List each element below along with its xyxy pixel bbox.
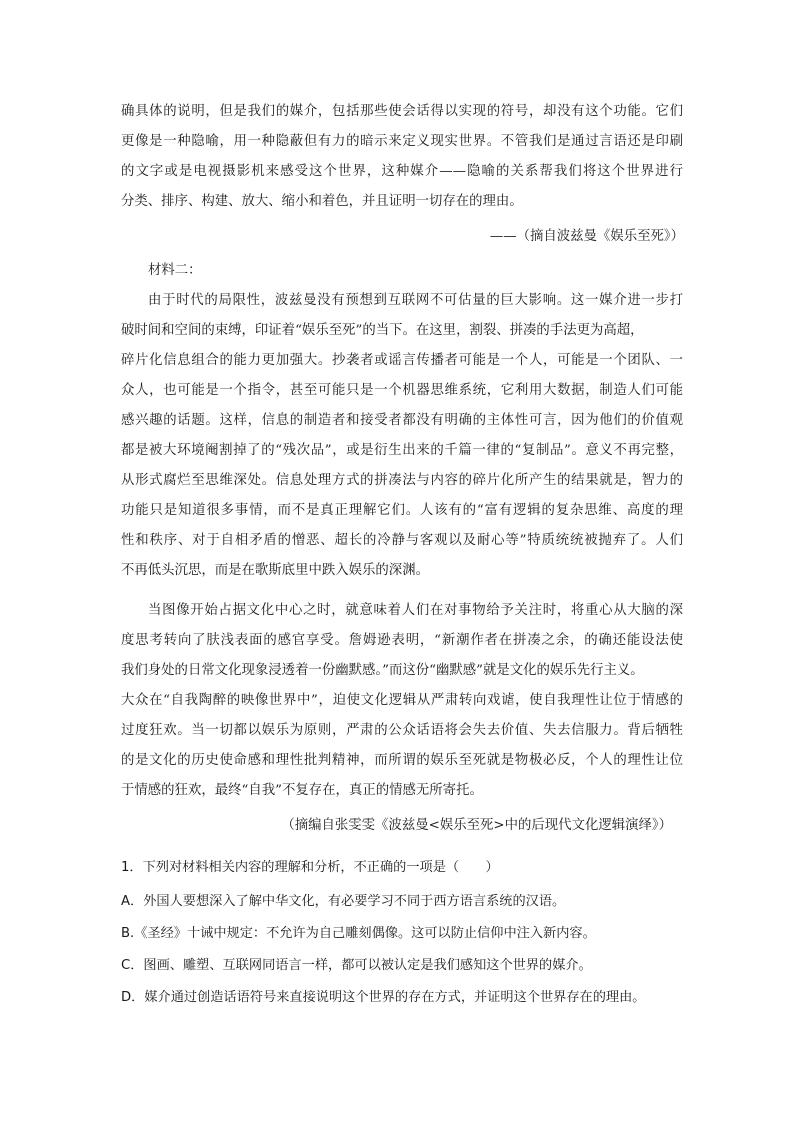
option-c: C．图画、雕塑、互联网同语言一样，都可以被认定是我们感知这个世界的媒介。	[121, 958, 592, 973]
paragraph-line: 从形式腐烂至思维深处。信息处理方式的拼凑法与内容的碎片化所产生的结果就是，智力的	[121, 473, 683, 488]
paragraph-line: 于情感的狂欢，最终“自我”不复存在，真正的情感无所寄托。	[121, 783, 483, 798]
paragraph-line: 度思考转向了肤浅表面的感官享受。詹姆逊表明，“新潮作者在拼凑之余，的确还能设法使	[121, 633, 683, 648]
paragraph-line: 当图像开始占据文化中心之时，就意味着人们在对事物给予关注时，将重心从大脑的深	[148, 603, 683, 618]
material-two-heading: 材料二：	[148, 263, 202, 278]
paragraph-line: 过度狂欢。当一切都以娱乐为原则，严肃的公众话语将会失去价值、失去信服力。背后牺牲	[121, 723, 683, 738]
option-b: B.《圣经》十诫中规定：不允许为自己雕刻偶像。这可以防止信仰中注入新内容。	[121, 926, 596, 941]
material-one-line: 确具体的说明，但是我们的媒介，包括那些使会话得以实现的符号，却没有这个功能。它们	[121, 104, 683, 119]
paragraph-line: 的是文化的历史使命感和理性批判精神，而所谓的娱乐至死就是物极必反，个人的理性让位	[121, 753, 683, 768]
paragraph-line: 碎片化信息组合的能力更加强大。抄袭者或谣言传播者可能是一个人，可能是一个团队、一	[121, 353, 683, 368]
paragraph-line: 由于时代的局限性，波兹曼没有预想到互联网不可估量的巨大影响。这一媒介进一步打	[148, 293, 683, 308]
question-stem: 1．下列对材料相关内容的理解和分析，不正确的一项是（ ）	[121, 860, 499, 875]
option-d: D．媒介通过创造话语符号来直接说明这个世界的存在方式，并证明这个世界存在的理由。	[121, 990, 646, 1005]
paragraph-line: 性和秩序、对于自相矛盾的憎恶、超长的冷静与客观以及耐心等”特质统统被抛弃了。人们	[121, 533, 683, 548]
paragraph-line: 功能只是知道很多事情，而不是真正理解它们。人该有的“富有逻辑的复杂思维、高度的理	[121, 503, 683, 518]
source-citation-one: ——（摘自波兹曼《娱乐至死》）	[489, 229, 684, 244]
material-one-line: 更像是一种隐喻，用一种隐蔽但有力的暗示来定义现实世界。不管我们是通过言语还是印刷	[121, 134, 683, 149]
material-one-line: 分类、排序、构建、放大、缩小和着色，并且证明一切存在的理由。	[121, 194, 523, 209]
source-citation-two: （摘编自张雯雯《波兹曼<娱乐至死>中的后现代文化逻辑演绎》）	[281, 818, 672, 833]
paragraph-line: 感兴趣的话题。这样，信息的制造者和接受者都没有明确的主体性可言，因为他们的价值观	[121, 413, 683, 428]
option-a: A．外国人要想深入了解中华文化，有必要学习不同于西方语言系统的汉语。	[121, 894, 566, 909]
paragraph-line: 众人，也可能是一个指令，甚至可能只是一个机器思维系统，它利用大数据，制造人们可能	[121, 383, 683, 398]
paragraph-line: 都是被大环境阉割掉了的“残次品”，或是衍生出来的千篇一律的“复制品”。意义不再完整，	[121, 443, 683, 458]
paragraph-line: 我们身处的日常文化现象浸透着一份幽默感。”而这份“幽默感”就是文化的娱乐先行主义。	[121, 663, 644, 678]
paragraph-line: 不再低头沉思，而是在歌斯底里中跌入娱乐的深渊。	[121, 563, 429, 578]
material-one-line: 的文字或是电视摄影机来感受这个世界，这种媒介——隐喻的关系帮我们将这个世界进行	[121, 164, 683, 179]
paragraph-line: 大众在“自我陶醉的映像世界中”，迫使文化逻辑从严肃转向戏谑，使自我理性让位于情感的	[121, 693, 683, 708]
paragraph-line: 破时间和空间的束缚，印证着“娱乐至死”的当下。在这里，割裂、拼凑的手法更为高超，	[121, 323, 644, 338]
